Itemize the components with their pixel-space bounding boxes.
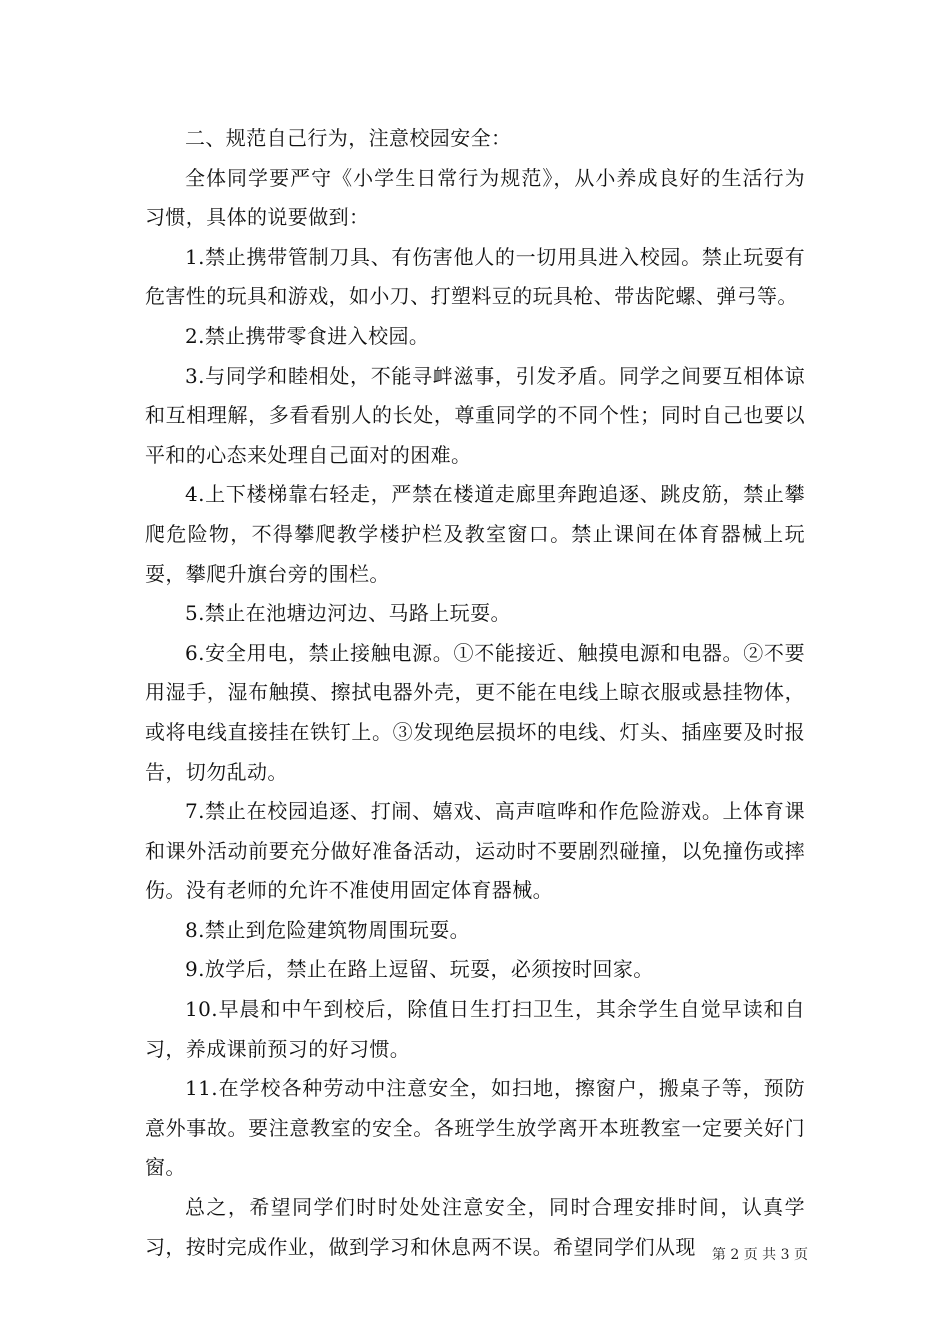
rule-item-2: 2.禁止携带零食进入校园。 (185, 323, 430, 348)
rule-item-6: 6.安全用电，禁止接触电源。①不能接近、触摸电源和电器。②不要用湿手，湿布触摸、擦拭电器外壳，更不能在电线上晾衣服或悬挂物体，或将电线直接挂在铁钉上。③发现绝层损坏的电线、灯头、插座要及时报告，切勿乱动。 (145, 640, 805, 784)
rule-item-10: 10.早晨和中午到校后，除值日生打扫卫生，其余学生自觉早读和自习，养成课前预习的好习惯。 (145, 997, 805, 1061)
rule-item-7: 7.禁止在校园追逐、打闹、嬉戏、高声喧哗和作危险游戏。上体育课和课外活动前要充分做好准备活动，运动时不要剧烈碰撞，以免撞伤或摔伤。没有老师的允许不准使用固定体育器械。 (145, 799, 805, 903)
rule-item-11: 11.在学校各种劳动中注意安全，如扫地，擦窗户，搬桌子等，预防意外事故。要注意教室的安全。各班学生放学离开本班教室一定要关好门窗。 (145, 1076, 805, 1180)
document-body (145, 119, 805, 1267)
page-number-footer: 第 2 页 共 3 页 (711, 1247, 808, 1263)
rule-item-9: 9.放学后，禁止在路上逗留、玩耍，必须按时回家。 (185, 957, 654, 982)
rule-item-1: 1.禁止携带管制刀具、有伤害他人的一切用具进入校园。禁止玩耍有危害性的玩具和游戏，如小刀、打塑料豆的玩具枪、带齿陀螺、弹弓等。 (145, 244, 805, 309)
rule-item-4: 4.上下楼梯靠右轻走，严禁在楼道走廊里奔跑追逐、跳皮筋，禁止攀爬危险物，不得攀爬教学楼护栏及教室窗口。禁止课间在体育器械上玩耍，攀爬升旗台旁的围栏。 (145, 482, 805, 586)
rule-item-3: 3.与同学和睦相处，不能寻衅滋事，引发矛盾。同学之间要互相体谅和互相理解，多看看别人的长处，尊重同学的不同个性；同时自己也要以平和的心态来处理自己面对的困难。 (145, 363, 805, 467)
rule-item-5: 5.禁止在池塘边河边、马路上玩耍。 (185, 601, 511, 626)
section-heading: 二、规范自己行为，注意校园安全： (185, 126, 512, 150)
rule-item-8: 8.禁止到危险建筑物周围玩耍。 (185, 917, 471, 942)
intro-paragraph: 全体同学要严守《小学生日常行为规范》，从小养成良好的生活行为习惯，具体的说要做到： (145, 165, 805, 230)
conclusion-paragraph: 总之，希望同学们时时处处注意安全，同时合理安排时间，认真学习，按时完成作业，做到学习和休息两不误。希望同学们从现 (145, 1195, 805, 1259)
